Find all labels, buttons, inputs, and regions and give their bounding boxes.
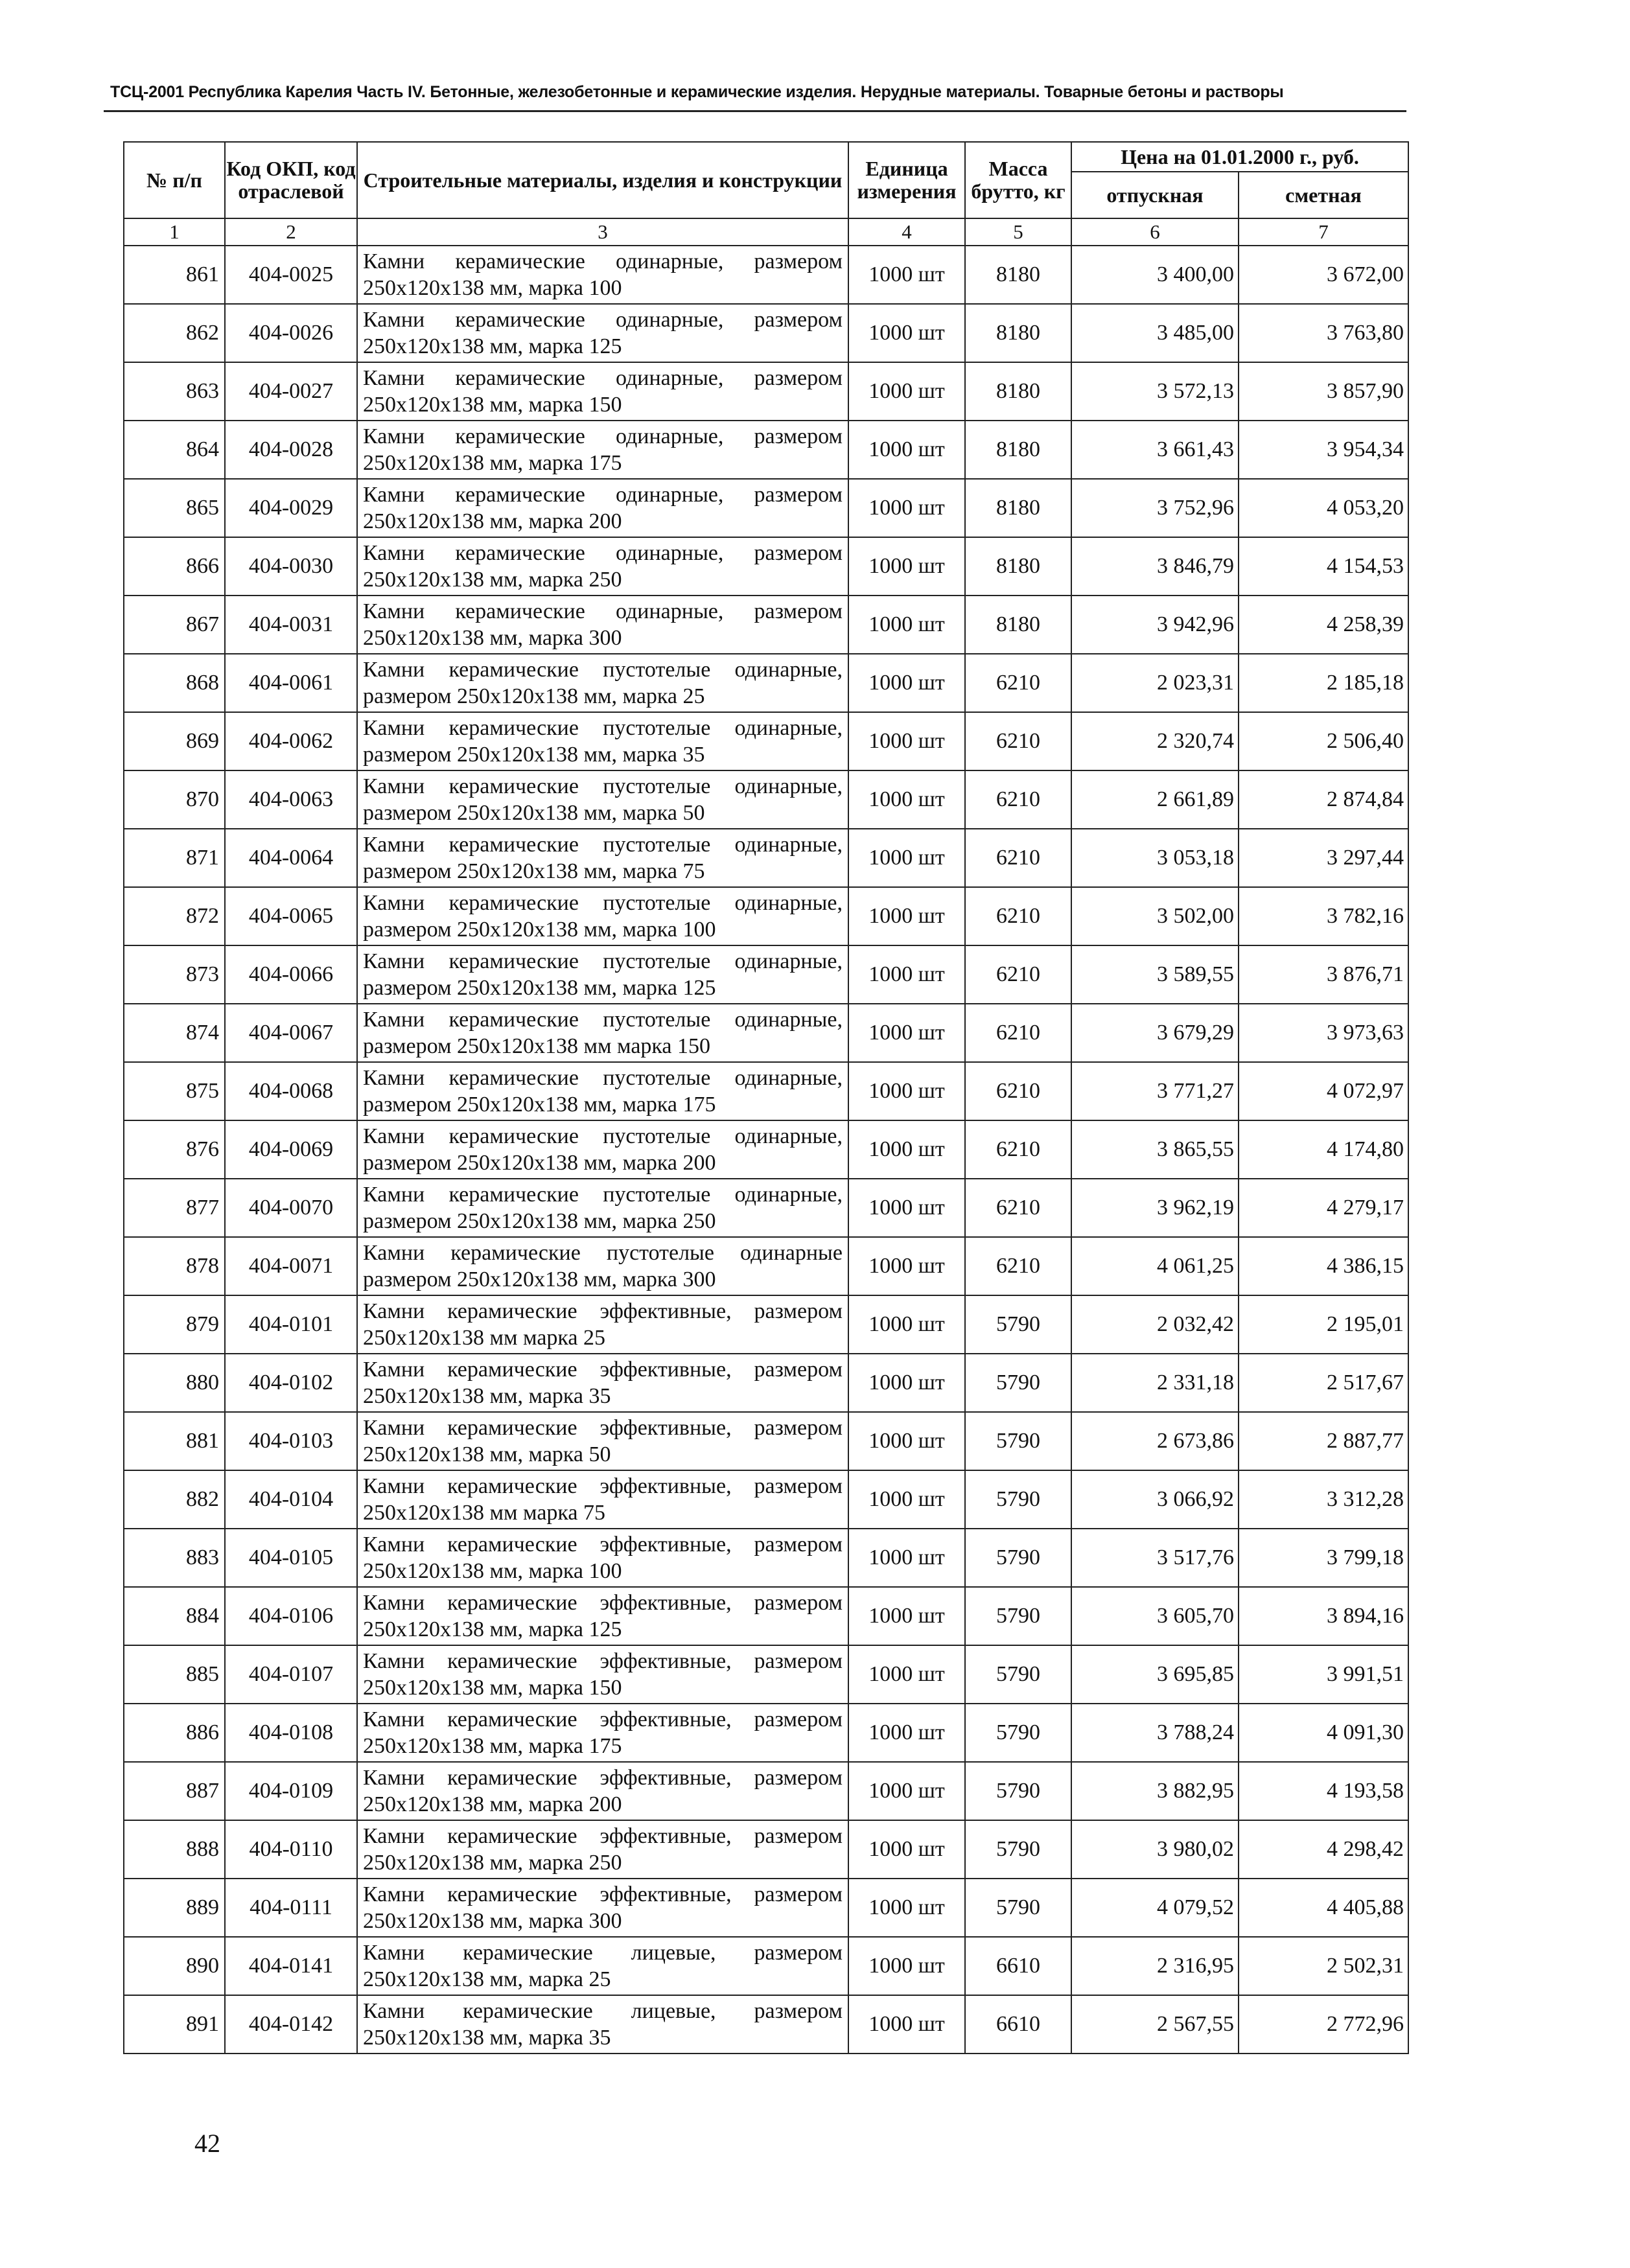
cell-unit: 1000 шт: [848, 945, 965, 1004]
cell-release-price: 3 605,70: [1071, 1587, 1239, 1645]
cell-num: 888: [124, 1820, 225, 1879]
cell-release-price: 3 771,27: [1071, 1062, 1239, 1120]
cell-unit: 1000 шт: [848, 770, 965, 829]
cell-mass: 5790: [965, 1587, 1071, 1645]
cell-unit: 1000 шт: [848, 1237, 965, 1295]
cell-name: Камни керамические пустотелые одинарные, размером 250х120х138 мм, марка 25: [357, 654, 848, 712]
cell-num: 879: [124, 1295, 225, 1354]
table-row: [124, 1762, 1408, 1820]
cell-mass: 6210: [965, 1062, 1071, 1120]
cell-estimate-price: 4 072,97: [1239, 1062, 1408, 1120]
cell-unit: 1000 шт: [848, 1937, 965, 1995]
table-row: [124, 1004, 1408, 1062]
cell-estimate-price: 4 279,17: [1239, 1179, 1408, 1237]
cell-estimate-price: 4 154,53: [1239, 537, 1408, 596]
cell-num: 873: [124, 945, 225, 1004]
cell-mass: 6610: [965, 1937, 1071, 1995]
cell-unit: 1000 шт: [848, 1820, 965, 1879]
table-row: [124, 537, 1408, 596]
cell-mass: 8180: [965, 246, 1071, 304]
table-row: [124, 246, 1408, 304]
cell-release-price: 2 673,86: [1071, 1412, 1239, 1470]
cell-unit: 1000 шт: [848, 1179, 965, 1237]
cell-estimate-price: 4 053,20: [1239, 479, 1408, 537]
cell-num: 864: [124, 421, 225, 479]
cell-estimate-price: 3 991,51: [1239, 1645, 1408, 1704]
cell-name: Камни керамические пустотелые одинарные, размером 250х120х138 мм, марка 75: [357, 829, 848, 887]
cell-estimate-price: 3 799,18: [1239, 1529, 1408, 1587]
table-row: [124, 1120, 1408, 1179]
cell-num: 861: [124, 246, 225, 304]
cell-name: Камни керамические лицевые, размером 250х120х138 мм, марка 35: [357, 1995, 848, 2054]
table-row: [124, 1820, 1408, 1879]
col-header-code: Код ОКП, код отраслевой: [225, 142, 357, 218]
cell-num: 867: [124, 596, 225, 654]
cell-code: 404-0031: [225, 596, 357, 654]
cell-mass: 6210: [965, 1120, 1071, 1179]
cell-num: 868: [124, 654, 225, 712]
cell-estimate-price: 3 973,63: [1239, 1004, 1408, 1062]
cell-release-price: 2 320,74: [1071, 712, 1239, 770]
cell-release-price: 2 661,89: [1071, 770, 1239, 829]
table-row: [124, 596, 1408, 654]
table-row: [124, 654, 1408, 712]
cell-num: 890: [124, 1937, 225, 1995]
cell-unit: 1000 шт: [848, 596, 965, 654]
cell-unit: 1000 шт: [848, 1995, 965, 2054]
cell-num: 872: [124, 887, 225, 945]
col-header-estimate: сметная: [1239, 172, 1408, 218]
cell-estimate-price: 3 672,00: [1239, 246, 1408, 304]
cell-release-price: 4 061,25: [1071, 1237, 1239, 1295]
cell-mass: 6210: [965, 712, 1071, 770]
cell-mass: 5790: [965, 1820, 1071, 1879]
column-index: 4: [848, 218, 965, 246]
table-row: [124, 1529, 1408, 1587]
cell-estimate-price: 3 782,16: [1239, 887, 1408, 945]
cell-code: 404-0103: [225, 1412, 357, 1470]
table-row: [124, 1062, 1408, 1120]
table-row: [124, 421, 1408, 479]
cell-mass: 8180: [965, 479, 1071, 537]
cell-estimate-price: 3 763,80: [1239, 304, 1408, 362]
cell-code: 404-0108: [225, 1704, 357, 1762]
table-row: [124, 304, 1408, 362]
cell-mass: 5790: [965, 1762, 1071, 1820]
cell-release-price: 2 023,31: [1071, 654, 1239, 712]
cell-release-price: 3 882,95: [1071, 1762, 1239, 1820]
cell-num: 884: [124, 1587, 225, 1645]
table-row: [124, 1412, 1408, 1470]
cell-unit: 1000 шт: [848, 1762, 965, 1820]
cell-name: Камни керамические одинарные, размером 250х120х138 мм, марка 150: [357, 362, 848, 421]
column-index: 6: [1071, 218, 1239, 246]
cell-code: 404-0107: [225, 1645, 357, 1704]
cell-num: 891: [124, 1995, 225, 2054]
cell-unit: 1000 шт: [848, 1470, 965, 1529]
cell-num: 881: [124, 1412, 225, 1470]
cell-num: 877: [124, 1179, 225, 1237]
cell-estimate-price: 4 405,88: [1239, 1879, 1408, 1937]
cell-num: 882: [124, 1470, 225, 1529]
cell-release-price: 3 485,00: [1071, 304, 1239, 362]
col-header-price-group: Цена на 01.01.2000 г., руб.: [1071, 142, 1408, 172]
cell-num: 865: [124, 479, 225, 537]
cell-release-price: 3 053,18: [1071, 829, 1239, 887]
cell-code: 404-0061: [225, 654, 357, 712]
cell-num: 874: [124, 1004, 225, 1062]
cell-code: 404-0025: [225, 246, 357, 304]
cell-estimate-price: 3 876,71: [1239, 945, 1408, 1004]
table-row: [124, 1645, 1408, 1704]
cell-code: 404-0069: [225, 1120, 357, 1179]
cell-mass: 6210: [965, 1237, 1071, 1295]
cell-estimate-price: 2 772,96: [1239, 1995, 1408, 2054]
cell-release-price: 3 661,43: [1071, 421, 1239, 479]
cell-estimate-price: 4 298,42: [1239, 1820, 1408, 1879]
cell-mass: 6210: [965, 1004, 1071, 1062]
cell-estimate-price: 2 887,77: [1239, 1412, 1408, 1470]
cell-code: 404-0102: [225, 1354, 357, 1412]
cell-code: 404-0064: [225, 829, 357, 887]
cell-estimate-price: 2 874,84: [1239, 770, 1408, 829]
cell-num: 870: [124, 770, 225, 829]
cell-name: Камни керамические эффективные, размером 250х120х138 мм, марка 300: [357, 1879, 848, 1937]
cell-name: Камни керамические эффективные, размером 250х120х138 мм, марка 50: [357, 1412, 848, 1470]
cell-release-price: 4 079,52: [1071, 1879, 1239, 1937]
cell-release-price: 3 865,55: [1071, 1120, 1239, 1179]
cell-name: Камни керамические одинарные, размером 250х120х138 мм, марка 125: [357, 304, 848, 362]
cell-code: 404-0062: [225, 712, 357, 770]
cell-code: 404-0027: [225, 362, 357, 421]
cell-mass: 6210: [965, 1179, 1071, 1237]
table-row: [124, 1470, 1408, 1529]
cell-estimate-price: 3 954,34: [1239, 421, 1408, 479]
price-table: [123, 141, 1409, 2054]
col-header-mass: Масса брутто, кг: [965, 142, 1071, 218]
cell-num: 878: [124, 1237, 225, 1295]
cell-name: Камни керамические пустотелые одинарные, размером 250х120х138 мм, марка 100: [357, 887, 848, 945]
cell-estimate-price: 4 193,58: [1239, 1762, 1408, 1820]
cell-mass: 8180: [965, 421, 1071, 479]
cell-name: Камни керамические одинарные, размером 250х120х138 мм, марка 100: [357, 246, 848, 304]
cell-name: Камни керамические эффективные, размером 250х120х138 мм, марка 250: [357, 1820, 848, 1879]
table-row: [124, 1879, 1408, 1937]
cell-mass: 8180: [965, 362, 1071, 421]
table-row: [124, 945, 1408, 1004]
cell-code: 404-0141: [225, 1937, 357, 1995]
cell-num: 862: [124, 304, 225, 362]
cell-name: Камни керамические эффективные, размером 250х120х138 мм марка 25: [357, 1295, 848, 1354]
cell-code: 404-0105: [225, 1529, 357, 1587]
cell-mass: 6210: [965, 829, 1071, 887]
cell-estimate-price: 3 312,28: [1239, 1470, 1408, 1529]
table-row: [124, 1937, 1408, 1995]
cell-release-price: 2 316,95: [1071, 1937, 1239, 1995]
cell-num: 885: [124, 1645, 225, 1704]
cell-num: 876: [124, 1120, 225, 1179]
cell-mass: 5790: [965, 1529, 1071, 1587]
cell-unit: 1000 шт: [848, 1354, 965, 1412]
col-header-name: Строительные материалы, изделия и конструкции: [357, 142, 848, 218]
cell-unit: 1000 шт: [848, 537, 965, 596]
cell-code: 404-0067: [225, 1004, 357, 1062]
cell-release-price: 2 032,42: [1071, 1295, 1239, 1354]
cell-code: 404-0065: [225, 887, 357, 945]
cell-estimate-price: 2 517,67: [1239, 1354, 1408, 1412]
cell-code: 404-0029: [225, 479, 357, 537]
cell-release-price: 2 567,55: [1071, 1995, 1239, 2054]
cell-code: 404-0110: [225, 1820, 357, 1879]
cell-unit: 1000 шт: [848, 362, 965, 421]
cell-unit: 1000 шт: [848, 1120, 965, 1179]
table-row: [124, 1354, 1408, 1412]
cell-unit: 1000 шт: [848, 712, 965, 770]
table-row: [124, 770, 1408, 829]
cell-code: 404-0104: [225, 1470, 357, 1529]
cell-estimate-price: 2 185,18: [1239, 654, 1408, 712]
table-body: [124, 246, 1408, 2054]
cell-release-price: 3 400,00: [1071, 246, 1239, 304]
cell-estimate-price: 3 297,44: [1239, 829, 1408, 887]
cell-name: Камни керамические одинарные, размером 250х120х138 мм, марка 200: [357, 479, 848, 537]
cell-name: Камни керамические эффективные, размером 250х120х138 мм, марка 35: [357, 1354, 848, 1412]
cell-num: 866: [124, 537, 225, 596]
table-row: [124, 1237, 1408, 1295]
cell-unit: 1000 шт: [848, 1004, 965, 1062]
cell-name: Камни керамические одинарные, размером 250х120х138 мм, марка 250: [357, 537, 848, 596]
cell-unit: 1000 шт: [848, 1295, 965, 1354]
column-index: 5: [965, 218, 1071, 246]
cell-code: 404-0101: [225, 1295, 357, 1354]
column-index-row: [124, 218, 1408, 246]
cell-num: 871: [124, 829, 225, 887]
cell-mass: 5790: [965, 1645, 1071, 1704]
cell-name: Камни керамические пустотелые одинарные, размером 250х120х138 мм, марка 250: [357, 1179, 848, 1237]
cell-release-price: 3 066,92: [1071, 1470, 1239, 1529]
cell-num: 887: [124, 1762, 225, 1820]
cell-num: 883: [124, 1529, 225, 1587]
cell-release-price: 3 502,00: [1071, 887, 1239, 945]
cell-name: Камни керамические лицевые, размером 250х120х138 мм, марка 25: [357, 1937, 848, 1995]
table-row: [124, 1704, 1408, 1762]
cell-unit: 1000 шт: [848, 1062, 965, 1120]
col-header-release: отпускная: [1071, 172, 1239, 218]
cell-mass: 8180: [965, 304, 1071, 362]
cell-unit: 1000 шт: [848, 654, 965, 712]
col-header-num: № п/п: [124, 142, 225, 218]
cell-code: 404-0142: [225, 1995, 357, 2054]
cell-release-price: 3 679,29: [1071, 1004, 1239, 1062]
cell-name: Камни керамические пустотелые одинарные, размером 250х120х138 мм, марка 50: [357, 770, 848, 829]
column-index: 1: [124, 218, 225, 246]
cell-release-price: 3 752,96: [1071, 479, 1239, 537]
cell-unit: 1000 шт: [848, 1704, 965, 1762]
cell-name: Камни керамические пустотелые одинарные, размером 250х120х138 мм марка 150: [357, 1004, 848, 1062]
cell-num: 863: [124, 362, 225, 421]
cell-name: Камни керамические пустотелые одинарные, размером 250х120х138 мм, марка 125: [357, 945, 848, 1004]
cell-mass: 5790: [965, 1354, 1071, 1412]
table-row: [124, 1295, 1408, 1354]
cell-release-price: 3 846,79: [1071, 537, 1239, 596]
cell-code: 404-0026: [225, 304, 357, 362]
cell-release-price: 3 517,76: [1071, 1529, 1239, 1587]
cell-code: 404-0070: [225, 1179, 357, 1237]
cell-unit: 1000 шт: [848, 246, 965, 304]
cell-name: Камни керамические пустотелые одинарные, размером 250х120х138 мм, марка 200: [357, 1120, 848, 1179]
cell-release-price: 3 980,02: [1071, 1820, 1239, 1879]
table-row: [124, 1587, 1408, 1645]
cell-release-price: 3 572,13: [1071, 362, 1239, 421]
cell-mass: 8180: [965, 537, 1071, 596]
cell-mass: 6210: [965, 770, 1071, 829]
cell-num: 886: [124, 1704, 225, 1762]
cell-estimate-price: 4 258,39: [1239, 596, 1408, 654]
cell-unit: 1000 шт: [848, 1412, 965, 1470]
cell-mass: 5790: [965, 1412, 1071, 1470]
cell-name: Камни керамические эффективные, размером 250х120х138 мм, марка 200: [357, 1762, 848, 1820]
cell-name: Камни керамические пустотелые одинарные, размером 250х120х138 мм, марка 35: [357, 712, 848, 770]
cell-mass: 6210: [965, 887, 1071, 945]
cell-mass: 6210: [965, 654, 1071, 712]
table-row: [124, 829, 1408, 887]
table-row: [124, 362, 1408, 421]
cell-unit: 1000 шт: [848, 829, 965, 887]
table-row: [124, 712, 1408, 770]
cell-code: 404-0106: [225, 1587, 357, 1645]
header-rule: [104, 110, 1406, 112]
column-index: 7: [1239, 218, 1408, 246]
cell-code: 404-0109: [225, 1762, 357, 1820]
cell-code: 404-0028: [225, 421, 357, 479]
cell-unit: 1000 шт: [848, 421, 965, 479]
cell-estimate-price: 2 506,40: [1239, 712, 1408, 770]
cell-release-price: 3 942,96: [1071, 596, 1239, 654]
cell-unit: 1000 шт: [848, 887, 965, 945]
cell-mass: 5790: [965, 1704, 1071, 1762]
cell-mass: 5790: [965, 1295, 1071, 1354]
table-row: [124, 1179, 1408, 1237]
cell-unit: 1000 шт: [848, 304, 965, 362]
cell-code: 404-0066: [225, 945, 357, 1004]
cell-mass: 6210: [965, 945, 1071, 1004]
cell-name: Камни керамические эффективные, размером 250х120х138 мм марка 75: [357, 1470, 848, 1529]
cell-mass: 5790: [965, 1470, 1071, 1529]
cell-code: 404-0030: [225, 537, 357, 596]
cell-name: Камни керамические пустотелые одинарные размером 250х120х138 мм, марка 300: [357, 1237, 848, 1295]
table-row: [124, 1995, 1408, 2054]
cell-estimate-price: 2 502,31: [1239, 1937, 1408, 1995]
cell-unit: 1000 шт: [848, 479, 965, 537]
column-index: 3: [357, 218, 848, 246]
column-index: 2: [225, 218, 357, 246]
cell-name: Камни керамические эффективные, размером 250х120х138 мм, марка 175: [357, 1704, 848, 1762]
page-number: 42: [194, 2129, 220, 2158]
cell-name: Камни керамические эффективные, размером 250х120х138 мм, марка 150: [357, 1645, 848, 1704]
cell-name: Камни керамические эффективные, размером 250х120х138 мм, марка 125: [357, 1587, 848, 1645]
table-header: [124, 142, 1408, 246]
cell-name: Камни керамические одинарные, размером 250х120х138 мм, марка 300: [357, 596, 848, 654]
cell-name: Камни керамические пустотелые одинарные, размером 250х120х138 мм, марка 175: [357, 1062, 848, 1120]
cell-code: 404-0071: [225, 1237, 357, 1295]
cell-estimate-price: 3 894,16: [1239, 1587, 1408, 1645]
cell-unit: 1000 шт: [848, 1879, 965, 1937]
cell-num: 875: [124, 1062, 225, 1120]
cell-name: Камни керамические одинарные, размером 250х120х138 мм, марка 175: [357, 421, 848, 479]
cell-code: 404-0068: [225, 1062, 357, 1120]
cell-code: 404-0063: [225, 770, 357, 829]
cell-estimate-price: 2 195,01: [1239, 1295, 1408, 1354]
cell-estimate-price: 4 386,15: [1239, 1237, 1408, 1295]
cell-release-price: 3 695,85: [1071, 1645, 1239, 1704]
cell-mass: 6610: [965, 1995, 1071, 2054]
cell-mass: 8180: [965, 596, 1071, 654]
cell-release-price: 3 962,19: [1071, 1179, 1239, 1237]
cell-estimate-price: 4 174,80: [1239, 1120, 1408, 1179]
cell-name: Камни керамические эффективные, размером 250х120х138 мм, марка 100: [357, 1529, 848, 1587]
table-row: [124, 479, 1408, 537]
table-row: [124, 887, 1408, 945]
cell-code: 404-0111: [225, 1879, 357, 1937]
cell-estimate-price: 4 091,30: [1239, 1704, 1408, 1762]
cell-release-price: 3 589,55: [1071, 945, 1239, 1004]
cell-release-price: 2 331,18: [1071, 1354, 1239, 1412]
cell-num: 889: [124, 1879, 225, 1937]
cell-unit: 1000 шт: [848, 1587, 965, 1645]
cell-unit: 1000 шт: [848, 1645, 965, 1704]
cell-unit: 1000 шт: [848, 1529, 965, 1587]
cell-estimate-price: 3 857,90: [1239, 362, 1408, 421]
cell-num: 869: [124, 712, 225, 770]
col-header-unit: Единица измерения: [848, 142, 965, 218]
cell-release-price: 3 788,24: [1071, 1704, 1239, 1762]
cell-num: 880: [124, 1354, 225, 1412]
page-header: ТСЦ-2001 Республика Карелия Часть IV. Бетонные, железобетонные и керамические изделия. Нерудные материалы. Товарные бетоны и растворы: [110, 83, 1284, 101]
cell-mass: 5790: [965, 1879, 1071, 1937]
